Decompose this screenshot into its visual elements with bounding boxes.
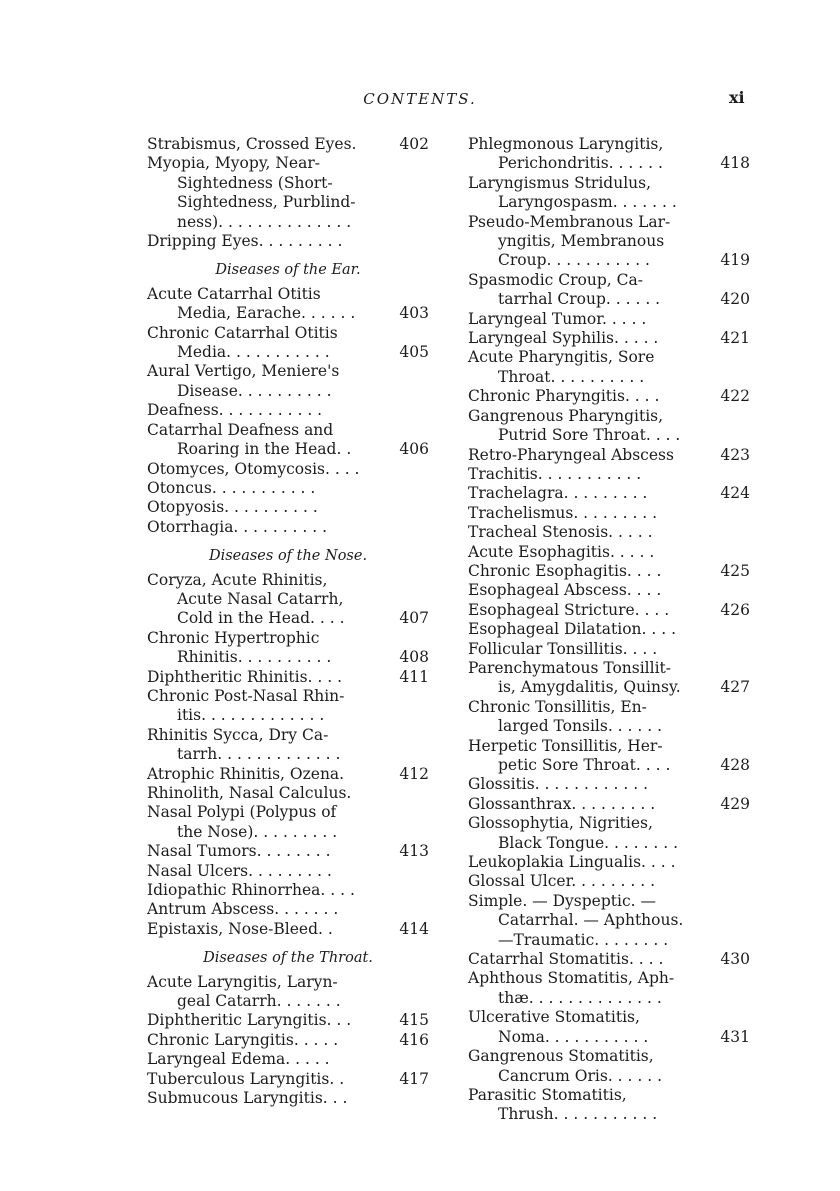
toc-entry-title: Gangrenous Pharyngitis, Putrid Sore Throat. . . . [468, 406, 681, 445]
toc-entry-title: Acute Pharyngitis, Sore Throat. . . . . . . . . . [468, 348, 655, 386]
toc-entry [147, 687, 429, 726]
toc-entry-page: 414 [399, 919, 429, 938]
toc-entry-title: Myopia, Myopy, Near- Sightedness (Short- Sightedness, Purblind- ness). . . . . . . . . . . . . . [147, 154, 356, 231]
toc-entry-page: 416 [399, 1030, 429, 1049]
toc-entry-title: Tracheal Stenosis. . . . . [468, 523, 653, 542]
toc-entry-title: Glossophytia, Nigrities, Black Tongue. . . . . . . . [468, 814, 679, 852]
toc-entry [468, 601, 750, 620]
toc-entry-page: 412 [399, 764, 429, 783]
toc-entry-page: 423 [720, 445, 750, 464]
toc-entry-title: Chronic Hypertrophic Rhinitis. . . . . . . . . . [147, 628, 332, 667]
toc-entry-title: Catarrhal Stomatitis. . . . [468, 950, 664, 969]
toc-entry [147, 862, 429, 881]
toc-entry-title: Rhinolith, Nasal Calculus. [147, 784, 352, 802]
toc-entry-page: 428 [720, 756, 750, 774]
toc-entry-title: Spasmodic Croup, Ca- tarrhal Croup. . . . . . [468, 270, 661, 309]
toc-entry [147, 362, 429, 401]
toc-entry-page: 407 [399, 609, 429, 628]
toc-entry [147, 900, 429, 919]
toc-entry [147, 765, 429, 784]
toc-entry-title: Esophageal Dilatation. . . . [468, 620, 677, 639]
toc-entry-title: Nasal Ulcers. . . . . . . . . [147, 861, 332, 880]
toc-entry [468, 446, 750, 465]
toc-entry [147, 784, 429, 803]
toc-entry-title: Acute Laryngitis, Laryn- geal Catarrh. . . . . . . [147, 972, 341, 1011]
toc-entry-title: Parenchymatous Tonsillit- is, Amygdalitis, Quinsy. [468, 658, 681, 697]
toc-entry-page: 419 [720, 251, 750, 270]
toc-entry [147, 629, 429, 668]
toc-entry [468, 310, 750, 329]
toc-entry [468, 737, 750, 776]
toc-entry [468, 659, 750, 698]
toc-entry [147, 518, 429, 537]
toc-entry [147, 324, 429, 363]
page-number: xi [729, 88, 745, 107]
toc-entry-title: Laryngeal Syphilis. . . . . [468, 329, 659, 348]
toc-entry-title: Ulcerative Stomatitis, Noma. . . . . . . . . . . [468, 1008, 649, 1046]
toc-entry-title: Laryngeal Tumor. . . . . [468, 309, 647, 328]
toc-entry [468, 775, 750, 794]
toc-entry [147, 1089, 429, 1108]
toc-entry-page: 402 [399, 135, 429, 153]
toc-entry-title: Nasal Polypi (Polypus of the Nose). . . . . . . . . [147, 803, 338, 841]
toc-entry-title: Otoncus. . . . . . . . . . . [147, 478, 316, 497]
toc-entry-page: 415 [399, 1011, 429, 1030]
toc-entry [147, 803, 429, 842]
toc-entry-title: Trachelagra. . . . . . . . . [468, 484, 648, 503]
toc-entry-title: Leukoplakia Lingualis. . . . [468, 853, 676, 872]
toc-entry [468, 581, 750, 600]
toc-entry [147, 726, 429, 765]
toc-entry-title: Aphthous Stomatitis, Aph- thæ. . . . . . . . . . . . . . [468, 969, 675, 1007]
toc-entry [468, 348, 750, 387]
toc-entry-title: Simple. — Dyspeptic. — Catarrhal. — Aphthous. —Traumatic. . . . . . . . [468, 891, 684, 949]
toc-entry-title: Pseudo-Membranous Lar- yngitis, Membranous Croup. . . . . . . . . . . [468, 212, 671, 270]
toc-entry [147, 571, 429, 629]
toc-entry [147, 460, 429, 479]
toc-entry [468, 1008, 750, 1047]
toc-entry-title: Coryza, Acute Rhinitis, Acute Nasal Catarrh, Cold in the Head. . . . [147, 570, 345, 628]
toc-entry [147, 479, 429, 498]
toc-entry-title: Nasal Tumors. . . . . . . . [147, 842, 331, 861]
toc-entry-page: 424 [720, 484, 750, 503]
section-heading: Diseases of the Nose. [208, 548, 368, 565]
toc-entry-page: 405 [399, 343, 429, 362]
toc-entry-title: Idiopathic Rhinorrhea. . . . [147, 881, 355, 900]
toc-entry-title: Catarrhal Deafness and Roaring in the Head. . [147, 420, 352, 459]
toc-entry-page: 425 [720, 561, 750, 580]
toc-entry-title: Otopyosis. . . . . . . . . . [147, 498, 318, 517]
section-heading: Diseases of the Ear. [215, 262, 361, 279]
toc-entry [468, 562, 750, 581]
toc-entry-title: Acute Esophagitis. . . . . [468, 542, 655, 561]
toc-entry-page: 431 [720, 1027, 750, 1046]
toc-entry [147, 842, 429, 861]
toc-entry-title: Trachelismus. . . . . . . . . [468, 503, 658, 522]
toc-entry-title: Aural Vertigo, Meniere's Disease. . . . . . . . . . [147, 362, 340, 400]
toc-entry [147, 232, 429, 251]
toc-entry [468, 329, 750, 348]
toc-entry-title: Trachitis. . . . . . . . . . . [468, 464, 642, 483]
toc-entry-title: Chronic Pharyngitis. . . . [468, 387, 660, 406]
toc-entry [468, 271, 750, 310]
toc-entry-title: Retro-Pharyngeal Abscess [468, 445, 674, 464]
toc-entry-page: 426 [720, 600, 750, 619]
toc-entry-title: Herpetic Tonsillitis, Her- petic Sore Throat. . . . [468, 736, 671, 774]
toc-entry-page: 413 [399, 842, 429, 861]
toc-entry [147, 668, 429, 687]
toc-entry [468, 853, 750, 872]
toc-entry [468, 1086, 750, 1125]
toc-entry [468, 504, 750, 523]
left-column [147, 135, 429, 1109]
toc-entry [468, 174, 750, 213]
toc-entry-title: Submucous Laryngitis. . . [147, 1089, 348, 1108]
toc-entry [468, 387, 750, 406]
section-heading: Diseases of the Throat. [203, 950, 373, 967]
toc-entry [147, 421, 429, 460]
toc-entry [468, 620, 750, 639]
toc-entry-title: Otomyces, Otomycosis. . . . [147, 459, 360, 478]
toc-entry-title: Phlegmonous Laryngitis, Perichondritis. . . . . . [468, 135, 664, 173]
toc-entry [468, 213, 750, 271]
toc-entry [147, 154, 429, 232]
running-header-title: CONTENTS. [363, 90, 477, 108]
toc-entry-page: 422 [720, 387, 750, 406]
toc-entry-title: Chronic Post-Nasal Rhin- itis. . . . . . . . . . . . . [147, 686, 345, 725]
toc-entry-page: 403 [399, 304, 429, 323]
toc-entry-page: 417 [399, 1069, 429, 1088]
toc-entry-title: Chronic Catarrhal Otitis Media. . . . . . . . . . . [147, 323, 338, 362]
toc-entry-title: Gangrenous Stomatitis, Cancrum Oris. . . . . . [468, 1047, 663, 1085]
toc-entry-title: Rhinitis Sycca, Dry Ca- tarrh. . . . . . . . . . . . . [147, 725, 341, 764]
toc-entry-title: Parasitic Stomatitis, Thrush. . . . . . . . . . . [468, 1085, 658, 1124]
toc-entry-title: Laryngismus Stridulus, Laryngospasm. . . . . . . [468, 173, 677, 212]
toc-entry [468, 135, 750, 174]
toc-entry [147, 881, 429, 900]
toc-entry [147, 920, 429, 939]
toc-entry-page: 418 [720, 154, 750, 173]
toc-entry [468, 698, 750, 737]
toc-entry-page: 421 [720, 329, 750, 348]
toc-entry-title: Follicular Tonsillitis. . . . [468, 639, 658, 658]
toc-entry-title: Atrophic Rhinitis, Ozena. [147, 764, 345, 783]
toc-entry-page: 406 [399, 440, 429, 459]
toc-entry-title: Epistaxis, Nose-Bleed. . [147, 919, 333, 938]
toc-entry-title: Chronic Tonsillitis, En- larged Tonsils. . . . . . [468, 697, 663, 736]
toc-entry [468, 795, 750, 814]
toc-entry [147, 1070, 429, 1089]
toc-entry-title: Otorrhagia. . . . . . . . . . [147, 517, 328, 536]
toc-entry-page: 430 [720, 950, 750, 969]
toc-entry-page: 411 [399, 667, 429, 686]
toc-entry-page: 408 [399, 648, 429, 667]
toc-entry-title: Chronic Esophagitis. . . . [468, 561, 662, 580]
toc-entry [468, 640, 750, 659]
toc-entry [147, 401, 429, 420]
toc-entry [468, 523, 750, 542]
toc-entry-title: Laryngeal Edema. . . . . [147, 1050, 330, 1069]
toc-entry-title: Glossanthrax. . . . . . . . . [468, 794, 656, 813]
toc-entry-title: Esophageal Abscess. . . . [468, 581, 662, 600]
toc-entry-title: Dripping Eyes. . . . . . . . . [147, 232, 343, 251]
toc-entry [468, 872, 750, 891]
toc-entry-page: 427 [720, 678, 750, 697]
toc-entry [468, 407, 750, 446]
toc-entry [147, 1031, 429, 1050]
toc-entry-title: Diphtheritic Laryngitis. . . [147, 1011, 352, 1030]
toc-entry-title: Chronic Laryngitis. . . . . [147, 1030, 339, 1049]
toc-entry-title: Glossal Ulcer. . . . . . . . . [468, 872, 656, 891]
toc-entry [468, 1047, 750, 1086]
toc-entry-title: Glossitis. . . . . . . . . . . . [468, 775, 648, 794]
toc-entry [468, 814, 750, 853]
toc-entry [468, 484, 750, 503]
toc-entry-page: 420 [720, 290, 750, 309]
toc-entry [468, 543, 750, 562]
toc-entry [468, 969, 750, 1008]
toc-entry-title: Antrum Abscess. . . . . . . [147, 900, 339, 919]
toc-entry-title: Strabismus, Crossed Eyes. [147, 135, 357, 153]
toc-entry [468, 892, 750, 950]
toc-entry-title: Acute Catarrhal Otitis Media, Earache. . . . . . [147, 284, 356, 323]
toc-entry [147, 1011, 429, 1030]
right-column [468, 135, 750, 1125]
toc-entry-title: Esophageal Stricture. . . . [468, 600, 670, 619]
toc-entry [468, 465, 750, 484]
toc-entry [147, 498, 429, 517]
toc-entry-page: 429 [720, 794, 750, 813]
toc-entry [147, 973, 429, 1012]
toc-entry [147, 1050, 429, 1069]
toc-entry-title: Diphtheritic Rhinitis. . . . [147, 667, 343, 686]
toc-entry-title: Deafness. . . . . . . . . . . [147, 401, 323, 420]
toc-entry [147, 285, 429, 324]
toc-entry [468, 950, 750, 969]
toc-entry-title: Tuberculous Laryngitis. . [147, 1069, 345, 1088]
toc-entry [147, 135, 429, 154]
